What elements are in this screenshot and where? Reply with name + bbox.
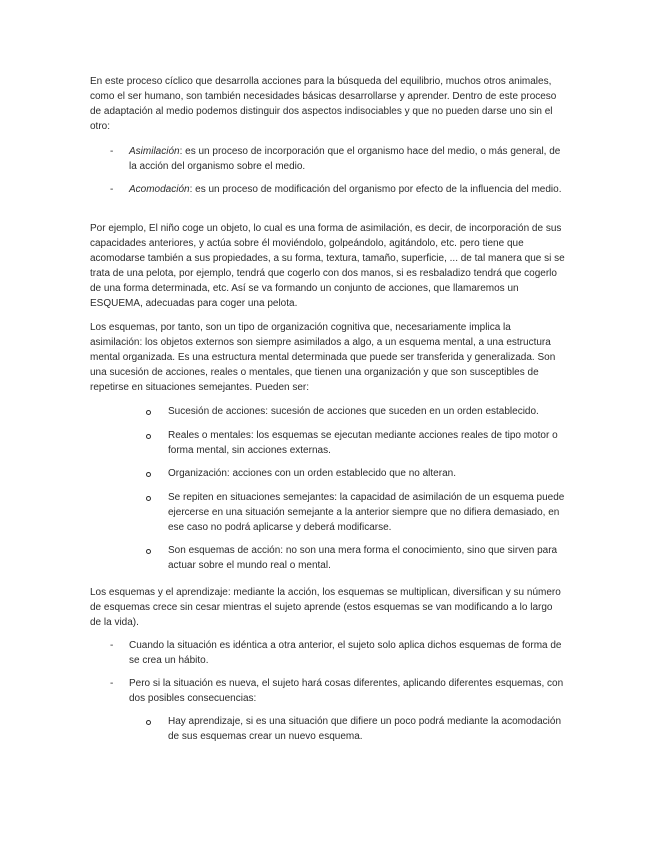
circle-bullet-icon — [146, 720, 151, 725]
learning-case-text: Pero si la situación es nueva, el sujeto hará cosas diferentes, aplicando diferentes esquemas, con dos posibles consecuencias: — [129, 678, 564, 704]
scheme-type-text: Se repiten en situaciones semejantes: la capacidad de asimilación de un esquema puede ejercerse en una situación semejante a la anterior siempre que no difiera demasiado, en ese caso no podrá aplicarse y deberá modificarse. — [168, 492, 565, 533]
dash-marker: - — [110, 146, 114, 157]
scheme-type-text: Son esquemas de acción: no son una mera forma el conocimiento, sino que sirven para actuar sobre el mundo real o mental. — [168, 545, 558, 571]
scheme-type-text: Reales o mentales: los esquemas se ejecutan mediante acciones reales de tipo motor o forma mental, sin acciones externas. — [168, 430, 558, 456]
scheme-type-text: Organización: acciones con un orden establecido que no alteran. — [168, 468, 456, 479]
schemes-paragraph: Los esquemas, por tanto, son un tipo de organización cognitiva que, necesariamente implica la asimilación: los objetos externos son siempre asimilados a algo, a un esquema mental, a una estructura mental organizada. Es una estructura mental determinada que puede ser transferida y generalizada. Son una sucesión de acciones, reales o mentales, que tienen una organización y que son susceptibles de repetirse en situaciones semejantes. Pueden ser: — [90, 322, 556, 393]
dash-marker: - — [110, 640, 114, 651]
dash-marker: - — [110, 184, 114, 195]
example-paragraph: Por ejemplo, El niño coge un objeto, lo cual es una forma de asimilación, es decir, de incorporación de sus capacidades anteriores, y actúa sobre él moviéndolo, golpeándolo, agitándolo, etc. pero tiene que acomodarse también a sus propiedades, a su forma, textura, tamaño, superficie, ... de tal manera que si se trata de una pelota, por ejemplo, tendrá que cogerlo con dos manos, si es resbaladizo tendrá que cogerlo de una forma determinada, etc. Así se va formando un conjunto de acciones, que llamaremos un ESQUEMA, adecuadas para coger una pelota. — [90, 223, 565, 309]
circle-bullet-icon — [146, 496, 151, 501]
learning-paragraph: Los esquemas y el aprendizaje: mediante la acción, los esquemas se multiplican, diversifican y su número de esquemas crece sin cesar mientras el sujeto aprende (estos esquemas se van modificando a lo largo de la vida). — [90, 587, 561, 628]
consequence-text: Hay aprendizaje, si es una situación que difiere un poco podrá mediante la acomodación de sus esquemas crear un nuevo esquema. — [168, 716, 562, 742]
term-acomodacion: Acomodación — [129, 184, 190, 195]
intro-paragraph: En este proceso cíclico que desarrolla acciones para la búsqueda del equilibrio, muchos otros animales, como el ser humano, son también necesidades básicas desarrollarse y aprender. Dentro de este proceso de adaptación al medio podemos distinguir dos aspectos indisociables y que no pueden darse uno sin el otro: — [90, 76, 557, 132]
scheme-type-text: Sucesión de acciones: sucesión de acciones que suceden en un orden establecido. — [168, 406, 539, 417]
circle-bullet-icon — [146, 549, 151, 554]
learning-case-text: Cuando la situación es idéntica a otra anterior, el sujeto solo aplica dichos esquemas de forma de se crea un hábito. — [129, 640, 562, 666]
term-asimilacion: Asimilación — [129, 146, 180, 157]
circle-bullet-icon — [146, 434, 151, 439]
list-item-text — [129, 182, 565, 197]
definition-asimilacion: : es un proceso de incorporación que el organismo hace del medio, o más general, de la acción del organismo sobre el medio. — [129, 146, 561, 172]
dash-marker: - — [110, 678, 114, 689]
circle-bullet-icon — [146, 410, 151, 415]
circle-bullet-icon — [146, 472, 151, 477]
list-item-text — [129, 144, 565, 174]
definition-acomodacion: : es un proceso de modificación del organismo por efecto de la influencia del medio. — [189, 184, 562, 195]
